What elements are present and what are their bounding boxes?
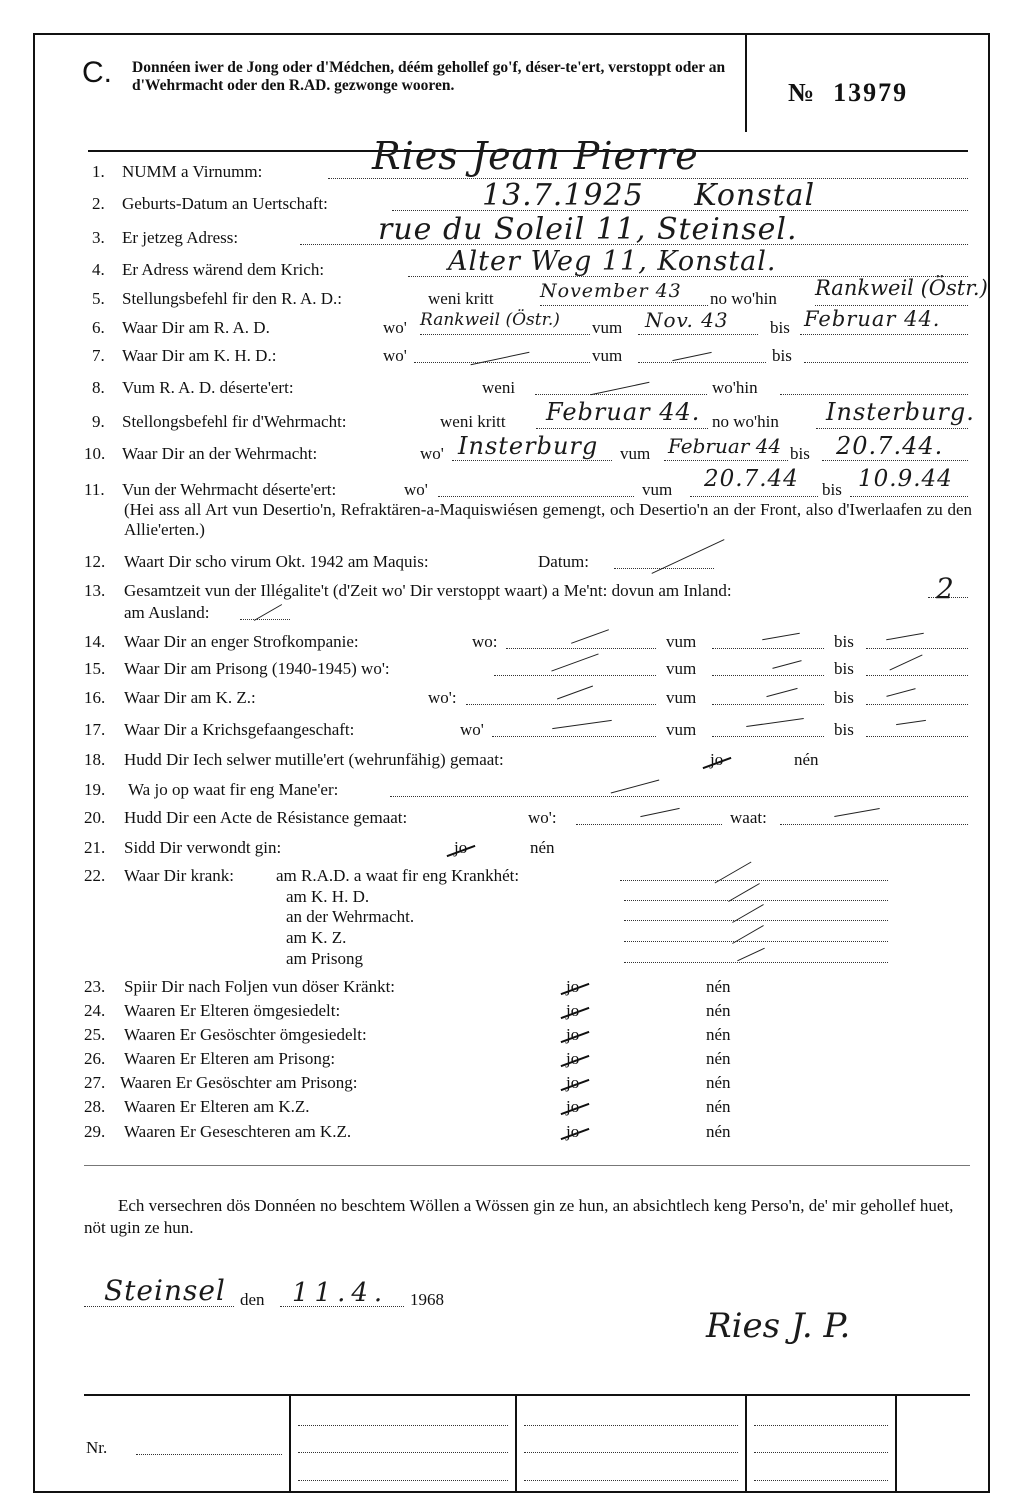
row-23-no: nén	[706, 977, 731, 996]
row-1-label: NUMM a Virnumm:	[122, 162, 263, 181]
row-6-to-value: Februar 44.	[804, 307, 941, 331]
row-16-to-label: bis	[834, 688, 854, 707]
row-17-where-label: wo'	[460, 720, 484, 739]
row-17-to-label: bis	[834, 720, 854, 739]
row-17-from-line	[712, 736, 824, 737]
row-20-what-line	[780, 824, 968, 825]
signing-date: 11.4.	[292, 1278, 389, 1308]
row-11-num: 11.	[84, 480, 105, 499]
row-18-yes: jo	[710, 750, 724, 769]
row-23-num: 23.	[84, 977, 106, 996]
row-22-label: Waar Dir krank:	[124, 866, 235, 885]
footer-line-a1	[298, 1425, 508, 1426]
row-26-label: Waaren Er Elteren am Prisong:	[124, 1049, 336, 1068]
row-4-label: Er Adress wärend dem Krich:	[122, 260, 325, 279]
row-22-line-1	[620, 880, 888, 881]
row-11-where-line	[438, 496, 634, 497]
row-7-where-line	[414, 362, 590, 363]
row-4-value: Alter Weg 11, Konstal.	[448, 246, 777, 277]
row-9-where-line	[816, 428, 968, 429]
row-16-to-line	[866, 704, 968, 705]
row-16-from-line	[712, 704, 824, 705]
row-17-where-line	[492, 736, 656, 737]
row-11-to-label: bis	[822, 480, 842, 499]
footer-line-c2	[754, 1452, 888, 1453]
row-22-line-3	[624, 920, 888, 921]
row-26-num: 26.	[84, 1049, 106, 1068]
row-16-where-line	[466, 704, 656, 705]
row-13-abroad-line	[240, 619, 290, 620]
row-25-num: 25.	[84, 1025, 106, 1044]
row-15-where-line	[494, 675, 656, 676]
row-11-from-value: 20.7.44	[704, 466, 799, 492]
form-title: Donnéen iwer de Jong oder d'Médchen, déém gehollef go'f, déser-te'ert, verstoppt oder an d'Wehrmacht oder den R.AD. gezwonge wooren.	[132, 59, 726, 94]
row-6-from-label: vum	[592, 318, 623, 337]
footer-line-b3	[524, 1480, 738, 1481]
row-27-no: nén	[706, 1073, 731, 1092]
row-6-to-line	[800, 334, 968, 335]
row-11-to-line	[850, 496, 968, 497]
signature: Ries J. P.	[706, 1306, 851, 1346]
row-2-value: 13.7.1925 Konstal	[482, 178, 816, 213]
footer-col-4	[895, 1396, 897, 1493]
row-22-line-2	[624, 900, 888, 901]
row-28-num: 28.	[84, 1097, 106, 1116]
row-15-to-label: bis	[834, 659, 854, 678]
footer-nr-label: Nr.	[86, 1438, 108, 1457]
declaration-separator	[84, 1165, 970, 1166]
row-14-to-line	[866, 648, 968, 649]
row-11-label: Vun der Wehrmacht déserte'ert:	[122, 480, 337, 499]
row-8-where-label: wo'hin	[712, 378, 758, 397]
row-14-from-line	[712, 648, 824, 649]
row-5-label: Stellungsbefehl fir den R. A. D.:	[122, 289, 343, 308]
row-6-where-line	[420, 334, 590, 335]
row-4-num: 4.	[92, 260, 105, 279]
row-14-num: 14.	[84, 632, 106, 651]
row-19-line	[390, 796, 968, 797]
row-11-note: (Hei ass all Art vun Desertio'n, Refraktären-a-Maquiswiésen gemengt, och Desertio'n an der Front, also d'Iwerlaafen zu den Allie'erten.)	[124, 500, 972, 539]
row-10-where-value: Insterburg	[458, 432, 599, 460]
row-10-from-label: vum	[620, 444, 651, 463]
row-28-no: nén	[706, 1097, 731, 1116]
row-18-no: nén	[794, 750, 819, 769]
row-20-num: 20.	[84, 808, 106, 827]
row-10-where-line	[452, 460, 612, 461]
row-29-no: nén	[706, 1122, 731, 1141]
row-7-label: Waar Dir am K. H. D.:	[122, 346, 277, 365]
row-5-num: 5.	[92, 289, 105, 308]
footer-line-a3	[298, 1480, 508, 1481]
row-17-num: 17.	[84, 720, 106, 739]
row-9-num: 9.	[92, 412, 105, 431]
row-20-where-line	[576, 824, 722, 825]
row-1-value: Ries Jean Pierre	[372, 134, 699, 178]
row-14-where-label: wo:	[472, 632, 498, 651]
row-6-from-value: Nov. 43	[645, 308, 729, 332]
row-23-label: Spiir Dir nach Foljen vun döser Kränkt:	[124, 977, 396, 996]
row-25-yes: jo	[566, 1025, 580, 1044]
row-21-no: nén	[530, 838, 555, 857]
row-9-when-value: Februar 44.	[546, 398, 701, 426]
row-10-to-label: bis	[790, 444, 810, 463]
row-15-num: 15.	[84, 659, 106, 678]
row-19-label: Wa jo op waat fir eng Mane'er:	[128, 780, 339, 799]
row-17-from-label: vum	[666, 720, 697, 739]
row-10-from-value: Februar 44	[668, 434, 782, 458]
row-6-from-line	[638, 334, 758, 335]
row-7-from-line	[638, 362, 766, 363]
row-15-from-line	[712, 675, 824, 676]
row-7-num: 7.	[92, 346, 105, 365]
row-21-yes: jo	[454, 838, 468, 857]
footer-top-rule	[84, 1394, 970, 1396]
row-6-to-label: bis	[770, 318, 790, 337]
row-2-label: Geburts-Datum an Uertschaft:	[122, 194, 328, 213]
row-16-label: Waar Dir am K. Z.:	[124, 688, 256, 707]
signing-den: den	[240, 1290, 265, 1309]
row-5-where-label: no wo'hin	[710, 289, 777, 308]
row-7-to-label: bis	[772, 346, 792, 365]
row-24-no: nén	[706, 1001, 731, 1020]
row-9-when-label: weni kritt	[440, 412, 506, 431]
row-5-where-value: Rankweil (Östr.)	[815, 276, 988, 300]
row-10-num: 10.	[84, 444, 106, 463]
row-13-abroad-label: am Ausland:	[124, 603, 210, 622]
row-16-num: 16.	[84, 688, 106, 707]
row-15-label: Waar Dir am Prisong (1940-1945) wo':	[124, 659, 390, 678]
row-6-where-value: Rankweil (Östr.)	[420, 310, 560, 330]
row-8-when-label: weni	[482, 378, 516, 397]
row-27-label: Waaren Er Gesöschter am Prisong:	[120, 1073, 358, 1092]
footer-nr-line	[136, 1454, 282, 1455]
row-17-to-line	[866, 736, 968, 737]
row-9-where-value: Insterburg.	[826, 398, 975, 426]
row-22-line-4	[624, 941, 888, 942]
row-9-where-label: no wo'hin	[712, 412, 779, 431]
row-21-label: Sidd Dir verwondt gin:	[124, 838, 282, 857]
row-15-to-line	[866, 675, 968, 676]
row-9-when-line	[536, 428, 708, 429]
row-15-from-label: vum	[666, 659, 697, 678]
row-28-yes: jo	[566, 1097, 580, 1116]
row-24-yes: jo	[566, 1001, 580, 1020]
row-22-sub-3: an der Wehrmacht.	[286, 907, 415, 926]
row-5-when-label: weni kritt	[428, 289, 494, 308]
row-9-label: Stellongsbefehl fir d'Wehrmacht:	[122, 412, 347, 431]
row-11-where-label: wo'	[404, 480, 428, 499]
row-11-from-label: vum	[642, 480, 673, 499]
row-8-where-line	[780, 394, 968, 395]
footer-line-b1	[524, 1425, 738, 1426]
row-22-sub-4: am K. Z.	[286, 928, 347, 947]
footer-col-2	[515, 1396, 517, 1493]
row-14-from-label: vum	[666, 632, 697, 651]
row-10-to-line	[822, 460, 968, 461]
row-13-label: Gesamtzeit vun der Illégalite't (d'Zeit wo' Dir verstoppt waart) a Me'nt: dovun am Inland:	[124, 581, 732, 600]
row-11-to-value: 10.9.44	[858, 466, 953, 492]
row-10-label: Waar Dir an der Wehrmacht:	[122, 444, 318, 463]
row-22-line-5	[624, 962, 888, 963]
row-17-label: Waar Dir a Krichsgefaangeschaft:	[124, 720, 355, 739]
footer-line-a2	[298, 1452, 508, 1453]
row-21-num: 21.	[84, 838, 106, 857]
footer-col-3	[745, 1396, 747, 1493]
row-18-num: 18.	[84, 750, 106, 769]
row-11-from-line	[690, 496, 818, 497]
row-3-label: Er jetzeg Adress:	[122, 228, 239, 247]
footer-line-c1	[754, 1425, 888, 1426]
row-12-label: Waart Dir scho virum Okt. 1942 am Maquis:	[124, 552, 429, 571]
section-letter: C.	[82, 56, 112, 89]
row-12-date-label: Datum:	[538, 552, 589, 571]
row-27-num: 27.	[84, 1073, 106, 1092]
row-8-when-line	[535, 394, 707, 395]
row-7-to-line	[804, 362, 968, 363]
row-10-from-line	[664, 460, 788, 461]
footer-col-1	[289, 1396, 291, 1493]
row-25-label: Waaren Er Gesöschter ömgesiedelt:	[124, 1025, 367, 1044]
footer-line-b2	[524, 1452, 738, 1453]
row-3-value: rue du Soleil 11, Steinsel.	[378, 212, 798, 247]
row-14-to-label: bis	[834, 632, 854, 651]
row-16-from-label: vum	[666, 688, 697, 707]
row-24-num: 24.	[84, 1001, 106, 1020]
row-25-no: nén	[706, 1025, 731, 1044]
row-20-label: Hudd Dir een Acte de Résistance gemaat:	[124, 808, 408, 827]
row-6-num: 6.	[92, 318, 105, 337]
row-23-yes: jo	[566, 977, 580, 996]
row-6-where-label: wo'	[383, 318, 407, 337]
row-14-where-line	[506, 648, 656, 649]
row-5-where-line	[815, 305, 968, 306]
row-29-num: 29.	[84, 1122, 106, 1141]
row-27-yes: jo	[566, 1073, 580, 1092]
row-8-label: Vum R. A. D. déserte'ert:	[122, 378, 294, 397]
row-7-from-label: vum	[592, 346, 623, 365]
row-24-label: Waaren Er Elteren ömgesiedelt:	[124, 1001, 341, 1020]
row-19-num: 19.	[84, 780, 106, 799]
row-13-inland-value: 2	[936, 572, 955, 605]
row-16-where-label: wo':	[428, 688, 457, 707]
row-5-when-line	[540, 305, 708, 306]
row-26-no: nén	[706, 1049, 731, 1068]
row-28-label: Waaren Er Elteren am K.Z.	[124, 1097, 310, 1116]
row-12-num: 12.	[84, 552, 106, 571]
row-10-where-label: wo'	[420, 444, 444, 463]
row-1-num: 1.	[92, 162, 105, 181]
row-10-to-value: 20.7.44.	[836, 432, 944, 460]
row-6-label: Waar Dir am R. A. D.	[122, 318, 270, 337]
row-2-num: 2.	[92, 194, 105, 213]
row-5-when-value: November 43	[540, 280, 682, 302]
row-13-num: 13.	[84, 581, 106, 600]
row-18-label: Hudd Dir Iech selwer mutille'ert (wehrunfähig) gemaat:	[124, 750, 504, 769]
signing-place: Steinsel	[104, 1274, 226, 1307]
header-divider	[745, 35, 747, 132]
row-20-what-label: waat:	[730, 808, 767, 827]
footer-line-c3	[754, 1480, 888, 1481]
form-number: № 13979	[788, 78, 909, 107]
row-22-sub-5: am Prisong	[286, 949, 363, 968]
row-3-num: 3.	[92, 228, 105, 247]
row-7-where-label: wo'	[383, 346, 407, 365]
row-20-where-label: wo':	[528, 808, 557, 827]
row-26-yes: jo	[566, 1049, 580, 1068]
row-29-label: Waaren Er Geseschteren am K.Z.	[124, 1122, 352, 1141]
row-14-label: Waar Dir an enger Strofkompanie:	[124, 632, 359, 651]
row-22-sub-2: am K. H. D.	[286, 887, 370, 906]
row-8-num: 8.	[92, 378, 105, 397]
signing-year: 1968	[410, 1290, 444, 1309]
declaration-text: Ech versechren dös Donnéen no beschtem Wöllen a Wössen gin ze hun, an absichtlech keng Perso'n, de' mir gehollef huet, nöt ugin ze hun.	[84, 1196, 954, 1237]
row-29-yes: jo	[566, 1122, 580, 1141]
row-22-num: 22.	[84, 866, 106, 885]
row-22-sub-1: am R.A.D. a waat fir eng Krankhét:	[276, 866, 520, 885]
